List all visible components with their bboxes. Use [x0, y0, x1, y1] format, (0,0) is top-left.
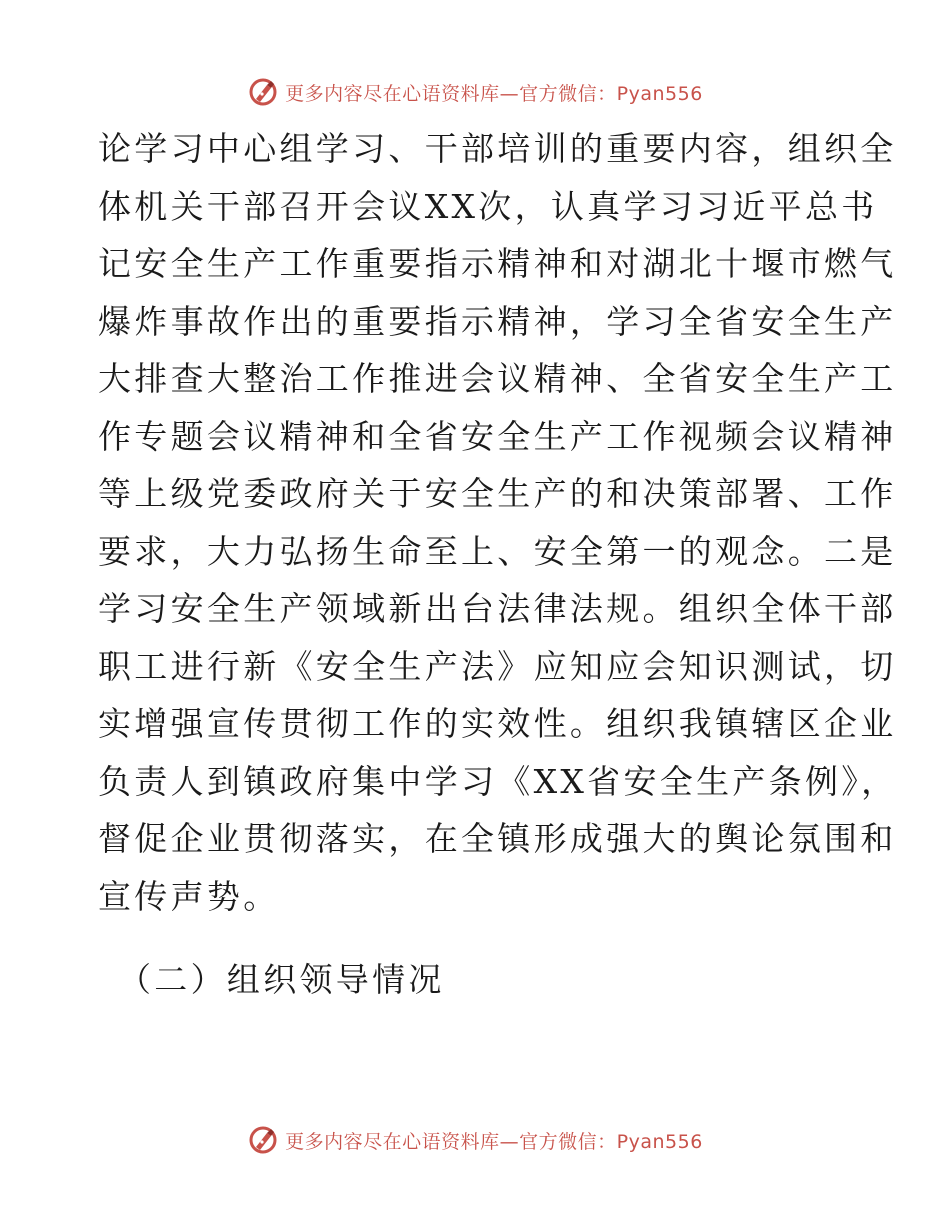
body-line: 要求，大力弘扬生命至上、安全第一的观念。二是	[98, 531, 897, 571]
body-line: 爆炸事故作出的重要指示精神，学习全省安全生产	[98, 301, 897, 341]
body-line: 学习安全生产领域新出台法律法规。组织全体干部	[98, 589, 897, 628]
body-line: 宣传声势。	[98, 876, 280, 916]
body-line: 职工进行新《安全生产法》应知应会知识测试，切	[98, 646, 897, 686]
body-line: 大排查大整治工作推进会议精神、全省安全生产工	[98, 359, 897, 398]
body-line: 体机关干部召开会议XX次，认真学习习近平总书	[98, 186, 878, 226]
document-body	[98, 120, 898, 925]
pen-nib-circle-icon	[247, 76, 279, 108]
body-line: 督促企业贯彻落实，在全镇形成强大的舆论氛围和	[98, 819, 897, 858]
body-line: 记安全生产工作重要指示精神和对湖北十堰市燃气	[98, 244, 897, 283]
footer-watermark	[0, 1120, 950, 1160]
body-line: 论学习中心组学习、干部培训的重要内容，组织全	[98, 129, 897, 168]
body-line: 等上级党委政府关于安全生产的和决策部署、工作	[98, 474, 897, 513]
header-watermark	[0, 72, 950, 112]
body-line: 作专题会议精神和全省安全生产工作视频会议精神	[98, 416, 897, 456]
body-line: 负责人到镇政府集中学习《XX省安全生产条例》，	[98, 761, 898, 801]
watermark-text: 更多内容尽在心语资料库—官方微信：Pyan556	[285, 1130, 703, 1153]
watermark-text: 更多内容尽在心语资料库—官方微信：Pyan556	[285, 82, 703, 105]
body-line: 实增强宣传贯彻工作的实效性。组织我镇辖区企业	[98, 704, 897, 743]
section-heading: （二）组织领导情况	[118, 960, 445, 999]
pen-nib-circle-icon	[247, 1124, 279, 1156]
